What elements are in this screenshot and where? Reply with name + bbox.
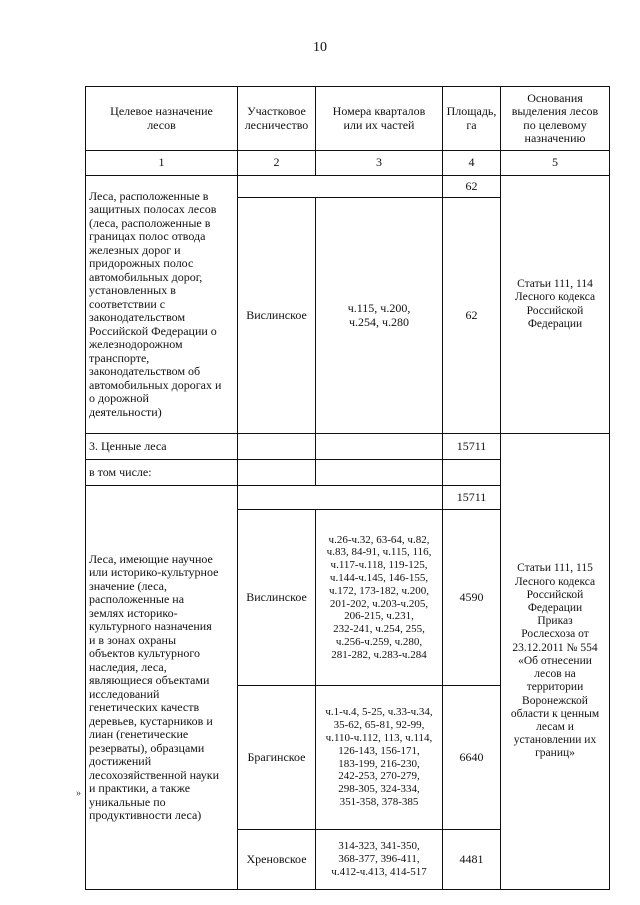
subsection-total-area: 15711 [443, 486, 501, 510]
protective-quarters: ч.115, ч.200, ч.254, ч.280 [316, 198, 443, 434]
protective-area: 62 [443, 198, 501, 434]
subsection-purpose: Леса, имеющие научное или историко-культурное значение (леса, расположенные на землях историко- культурного назначения и в зонах охраны объектов культурного наследия, леса, являющиеся объектами исследований генетических качеств деревьев, кустарников и лиан (генетические резерваты), образцами достижений лесохозяйственной науки и практики, а также уникальные по продуктивности леса) [86, 486, 238, 890]
page-number: 10 [313, 40, 327, 55]
valuable-title: 3. Ценные леса [86, 434, 238, 460]
empty-cell [316, 434, 443, 460]
including-label: в том числе: [86, 460, 238, 486]
empty-cell [443, 460, 501, 486]
forestry-name: Хреновское [238, 830, 316, 890]
protective-total-row [86, 176, 610, 198]
empty-cell [238, 434, 316, 460]
header-purpose: Целевое назначение лесов [86, 87, 238, 151]
valuable-title-row [86, 434, 610, 460]
area-value: 4481 [443, 830, 501, 890]
forestry-name: Брагинское [238, 686, 316, 830]
empty-cell [316, 460, 443, 486]
header-area: Площадь, га [443, 87, 501, 151]
protective-total-area: 62 [443, 176, 501, 198]
column-number: 1 [86, 151, 238, 176]
column-number-row [86, 151, 610, 176]
quarters-list: 314-323, 341-350, 368-377, 396-411, ч.412-ч.413, 414-517 [316, 830, 443, 890]
forest-table [85, 86, 610, 890]
forestry-name: Вислинское [238, 510, 316, 686]
column-number: 4 [443, 151, 501, 176]
header-forestry: Участковое лесничество [238, 87, 316, 151]
area-value: 4590 [443, 510, 501, 686]
valuable-basis: Статьи 111, 115 Лесного кодекса Российской Федерации Приказ Рослесхоза от 23.12.2011 № 554 «Об отнесении лесов на территории Воронежской области к ценным лесам и установлении их границ» [501, 434, 610, 890]
margin-mark: » [76, 788, 81, 799]
empty-cell [238, 486, 443, 510]
column-number: 3 [316, 151, 443, 176]
quarters-list: ч.1-ч.4, 5-25, ч.33-ч.34, 35-62, 65-81, 92-99, ч.110-ч.112, 113, ч.114, 126-143, 156-171, 183-199, 216-230, 242-253, 270-279, 298-305, 324-334, 351-358, 378-385 [316, 686, 443, 830]
empty-cell [238, 176, 443, 198]
area-value: 6640 [443, 686, 501, 830]
valuable-title-area: 15711 [443, 434, 501, 460]
protective-basis: Статьи 111, 114 Лесного кодекса Российской Федерации [501, 176, 610, 434]
header-quarters: Номера кварталов или их частей [316, 87, 443, 151]
header-row [86, 87, 610, 151]
protective-forestry: Вислинское [238, 198, 316, 434]
header-basis: Основания выделения лесов по целевому назначению [501, 87, 610, 151]
column-number: 5 [501, 151, 610, 176]
quarters-list: ч.26-ч.32, 63-64, ч.82, ч.83, 84-91, ч.115, 116, ч.117-ч.118, 119-125, ч.144-ч.145, 146-155, ч.172, 173-182, ч.200, 201-202, ч.203-ч.205, 206-215, ч.231, 232-241, ч.254, 255, ч.256-ч.259, ч.280, 281-282, ч.283-ч.284 [316, 510, 443, 686]
column-number: 2 [238, 151, 316, 176]
empty-cell [238, 460, 316, 486]
protective-purpose: Леса, расположенные в защитных полосах лесов (леса, расположенные в границах полос отвода железных дорог и придорожных полос автомобильных дорог, установленных в соответствии с законодательством Российской Федерации о железнодорожном транспорте, законодательством об автомобильных дорогах и о дорожной деятельности) [86, 176, 238, 434]
